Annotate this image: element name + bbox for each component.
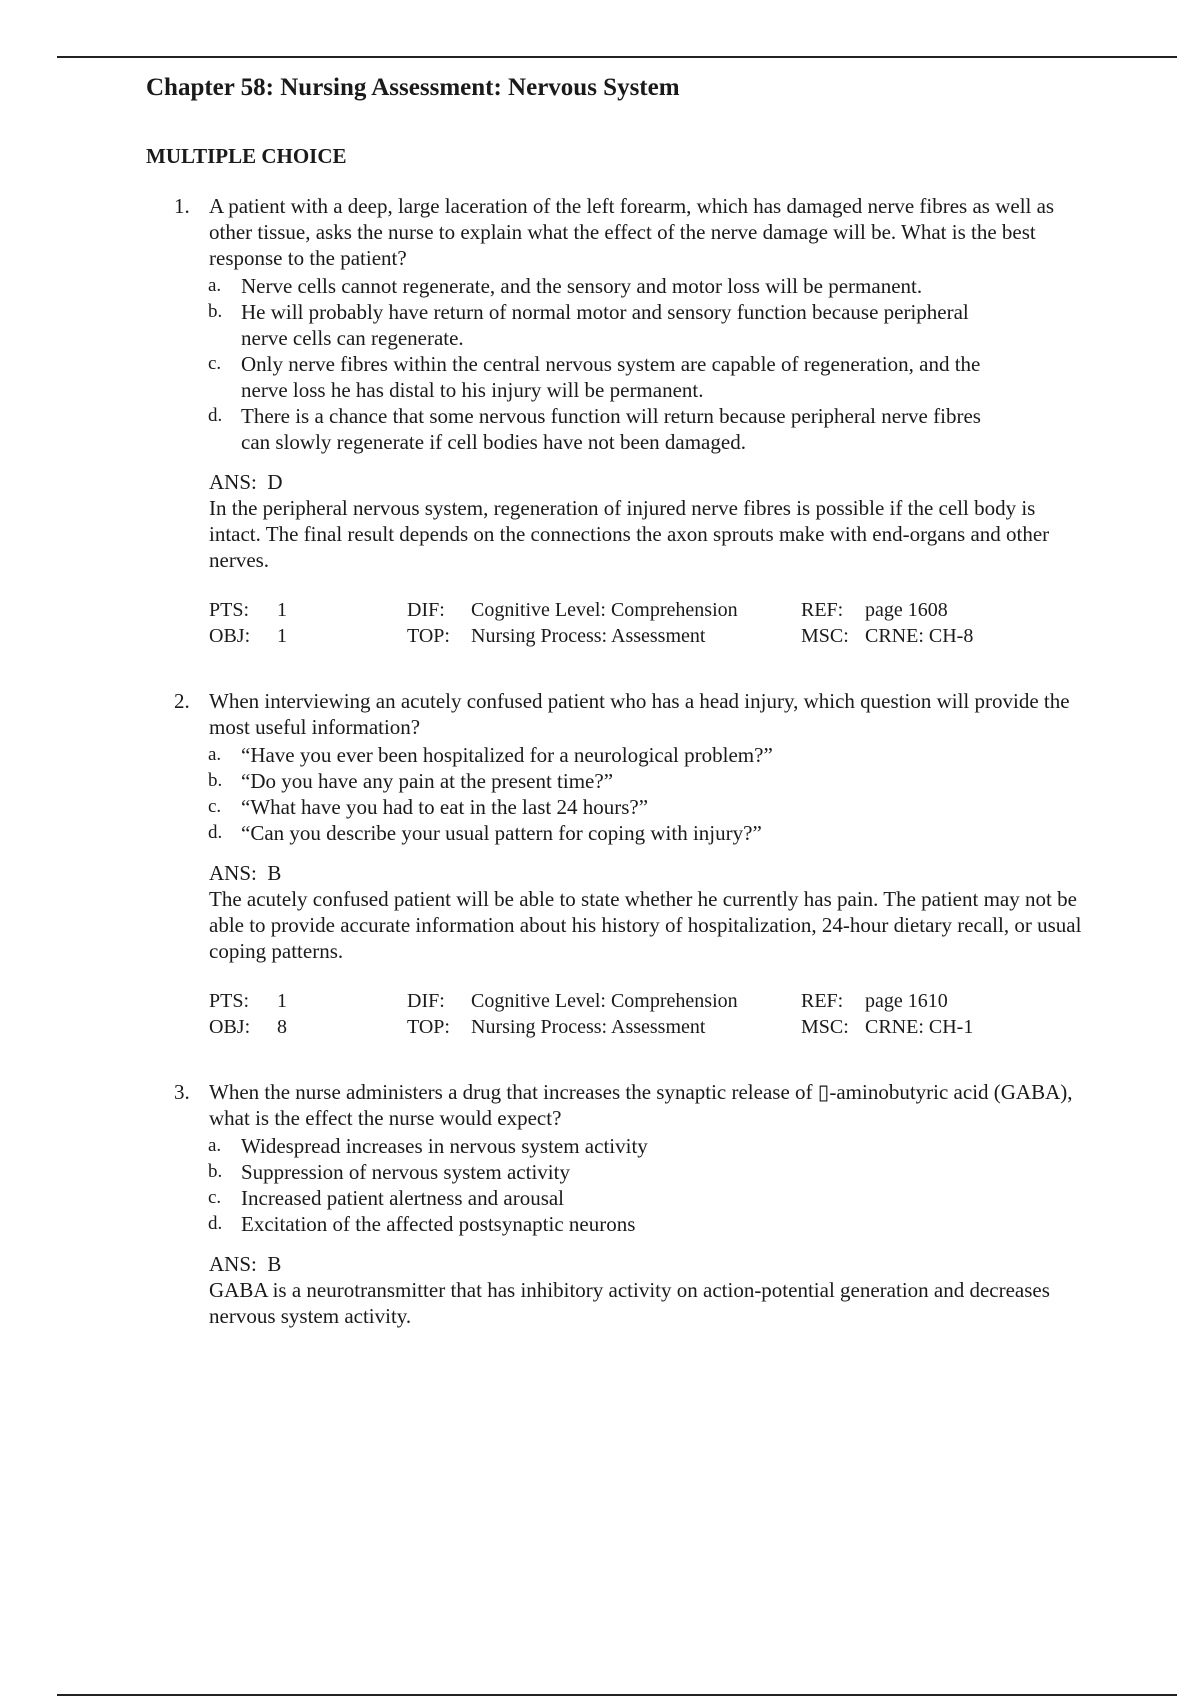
choice-d — [160, 820, 1001, 846]
question-text: A patient with a deep, large laceration of the left forearm, which has damaged nerve fibres as well as other tissue, asks the nurse to explain what the effect of the nerve damage will be. What is the best response to the patient? — [209, 194, 1055, 270]
top-value: Nursing Process: Assessment — [471, 625, 706, 647]
answer-choices — [160, 1133, 1120, 1237]
obj-label: OBJ: — [209, 625, 251, 647]
choice-letter: b. — [208, 770, 223, 791]
section-heading: MULTIPLE CHOICE — [146, 144, 347, 168]
question-metadata — [209, 597, 973, 649]
choice-a — [160, 1133, 1001, 1159]
choice-text: There is a chance that some nervous function will return because peripheral nerve fibres can slowly regenerate if cell bodies have not been damaged. — [241, 404, 981, 454]
pts-value: 1 — [277, 990, 287, 1012]
answer-block — [160, 469, 1089, 573]
dif-value: Cognitive Level: Comprehension — [471, 990, 738, 1012]
choice-text: Only nerve fibres within the central nervous system are capable of regeneration, and the nerve loss he has distal to his injury will be permanent. — [241, 352, 981, 402]
bottom-rule — [57, 1694, 1177, 1696]
obj-label: OBJ: — [209, 1016, 251, 1038]
question-text: When the nurse administers a drug that increases the synaptic release of ▯-aminobutyric acid (GABA), what is the effect the nurse would expect? — [209, 1080, 1073, 1130]
choice-letter: a. — [208, 1135, 222, 1156]
answer-value: B — [267, 1252, 282, 1276]
choice-letter: c. — [208, 353, 222, 374]
choice-c — [160, 1185, 1001, 1211]
choice-b — [160, 299, 1001, 351]
choice-text: “Do you have any pain at the present time?” — [241, 769, 614, 793]
question-2 — [160, 688, 1120, 1040]
rationale: The acutely confused patient will be able to state whether he currently has pain. The patient may not be able to provide accurate information about his history of hospitalization, 24-hour dietary recall, or usual coping patterns. — [209, 887, 1082, 963]
question-stem — [160, 1079, 1089, 1131]
ref-value: page 1608 — [865, 599, 948, 621]
dif-value: Cognitive Level: Comprehension — [471, 599, 738, 621]
question-number: 3. — [174, 1080, 190, 1104]
choice-text: Nerve cells cannot regenerate, and the sensory and motor loss will be permanent. — [241, 274, 923, 298]
choice-text: Increased patient alertness and arousal — [241, 1186, 565, 1210]
pts-value: 1 — [277, 599, 287, 621]
question-number: 1. — [174, 194, 190, 218]
choice-letter: a. — [208, 275, 222, 296]
answer-line — [209, 1251, 1089, 1277]
choice-text: “Have you ever been hospitalized for a neurological problem?” — [241, 743, 773, 767]
dif-label: DIF: — [407, 599, 445, 621]
choice-letter: b. — [208, 1161, 223, 1182]
choice-letter: a. — [208, 744, 222, 765]
choice-c — [160, 351, 1001, 403]
obj-value: 8 — [277, 1016, 287, 1038]
choice-a — [160, 273, 1001, 299]
chapter-title: Chapter 58: Nursing Assessment: Nervous System — [146, 74, 680, 101]
question-stem — [160, 688, 1089, 740]
answer-block — [160, 1251, 1089, 1329]
answer-label: ANS: — [209, 1252, 257, 1276]
pts-label: PTS: — [209, 990, 250, 1012]
answer-choices — [160, 273, 1120, 455]
answer-line — [209, 469, 1089, 495]
question-metadata — [209, 988, 973, 1040]
top-value: Nursing Process: Assessment — [471, 1016, 706, 1038]
answer-block — [160, 860, 1089, 964]
answer-value: B — [267, 861, 282, 885]
choice-letter: d. — [208, 822, 223, 843]
answer-choices — [160, 742, 1120, 846]
question-1 — [160, 193, 1120, 649]
choice-c — [160, 794, 1001, 820]
rationale: GABA is a neurotransmitter that has inhibitory activity on action-potential generation and decreases nervous system activity. — [209, 1278, 1050, 1328]
ref-label: REF: — [801, 990, 844, 1012]
question-stem — [160, 193, 1089, 271]
question-text: When interviewing an acutely confused patient who has a head injury, which question will provide the most useful information? — [209, 689, 1070, 739]
choice-d — [160, 403, 1001, 455]
question-number: 2. — [174, 689, 190, 713]
choice-text: Suppression of nervous system activity — [241, 1160, 570, 1184]
obj-value: 1 — [277, 625, 287, 647]
question-3 — [160, 1079, 1120, 1329]
dif-label: DIF: — [407, 990, 445, 1012]
rationale: In the peripheral nervous system, regeneration of injured nerve fibres is possible if the cell body is intact. The final result depends on the connections the axon sprouts make with end-organs and other nerves. — [209, 496, 1050, 572]
choice-d — [160, 1211, 1001, 1237]
answer-value: D — [267, 470, 283, 494]
choice-text: “Can you describe your usual pattern for coping with injury?” — [241, 821, 762, 845]
choice-text: He will probably have return of normal motor and sensory function because peripheral nerve cells can regenerate. — [241, 300, 969, 350]
ref-value: page 1610 — [865, 990, 948, 1012]
top-label: TOP: — [407, 1016, 450, 1038]
choice-letter: b. — [208, 301, 223, 322]
choice-letter: c. — [208, 796, 222, 817]
choice-a — [160, 742, 1001, 768]
ref-label: REF: — [801, 599, 844, 621]
choice-text: Widespread increases in nervous system activity — [241, 1134, 648, 1158]
top-rule — [57, 56, 1177, 58]
msc-label: MSC: — [801, 625, 849, 647]
choice-b — [160, 768, 1001, 794]
choice-text: “What have you had to eat in the last 24 hours?” — [241, 795, 649, 819]
choice-letter: c. — [208, 1187, 222, 1208]
pts-label: PTS: — [209, 599, 250, 621]
answer-line — [209, 860, 1089, 886]
msc-value: CRNE: CH-8 — [865, 625, 974, 647]
msc-value: CRNE: CH-1 — [865, 1016, 974, 1038]
answer-label: ANS: — [209, 861, 257, 885]
choice-letter: d. — [208, 1213, 223, 1234]
answer-label: ANS: — [209, 470, 257, 494]
top-label: TOP: — [407, 625, 450, 647]
choice-b — [160, 1159, 1001, 1185]
msc-label: MSC: — [801, 1016, 849, 1038]
choice-letter: d. — [208, 405, 223, 426]
choice-text: Excitation of the affected postsynaptic neurons — [241, 1212, 636, 1236]
